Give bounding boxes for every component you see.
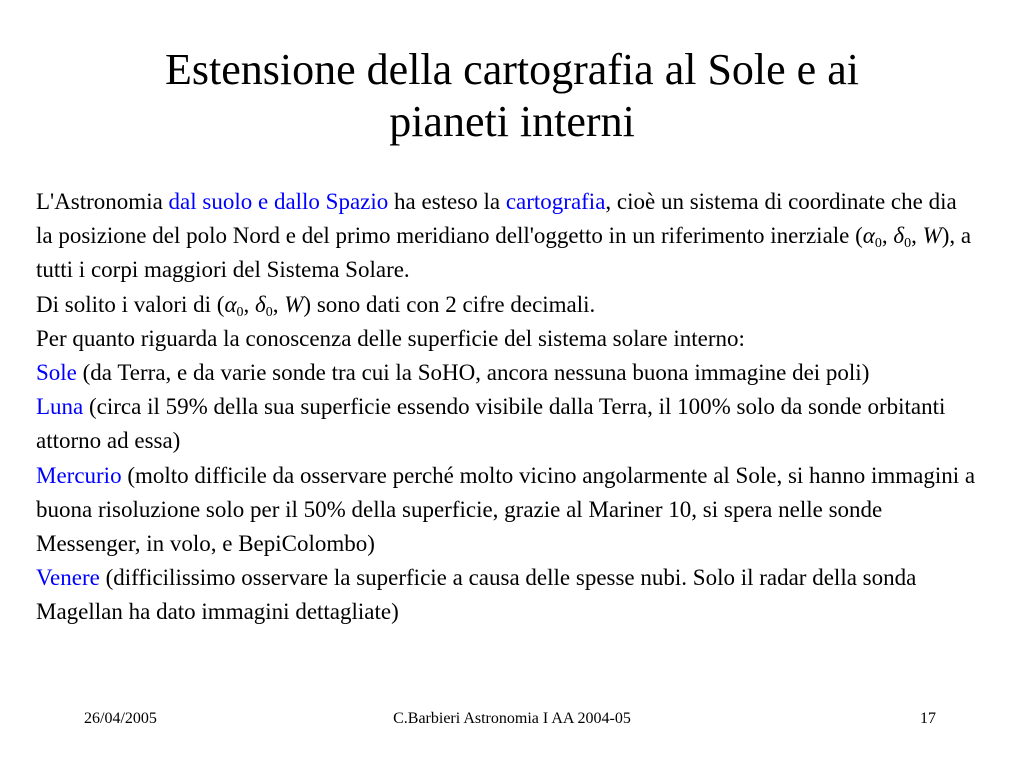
decimals-text-a: Di solito i valori di ( — [36, 291, 225, 317]
delta-symbol: δ — [893, 223, 905, 249]
slide-title-line-1: Estensione della cartografia al Sole e ai — [165, 45, 859, 94]
alpha-subscript: 0 — [874, 236, 882, 252]
intro-text-b: ha esteso la — [388, 189, 506, 214]
intro-text-d: ), a tutti i corpi maggiori del Sistema Solare. — [36, 223, 972, 283]
delta-symbol: δ — [255, 291, 266, 317]
slide-body — [36, 185, 976, 630]
footer-page-number: 17 — [920, 710, 936, 727]
item-luna — [36, 390, 976, 458]
separator: , — [243, 291, 256, 317]
separator: , — [272, 291, 285, 317]
text-luna: (circa il 59% della sua superficie essendo visibile dalla Terra, il 100% solo da sonde orbitanti attorno ad essa) — [36, 394, 946, 454]
alpha-subscript: 0 — [236, 304, 244, 320]
text-venere: (difficilissimo osservare la superficie a causa delle spesse nubi. Solo il radar della sonda Magellan ha dato immagini dettagliate) — [36, 565, 917, 625]
item-mercurio — [36, 459, 976, 562]
paragraph-surfaces: Per quanto riguarda la conoscenza delle superficie del sistema solare interno: — [36, 325, 745, 351]
paragraph-intro — [36, 185, 976, 288]
slide-title-line-2: pianeti interni — [389, 97, 635, 146]
item-sole — [36, 356, 976, 390]
text-sole: (da Terra, e da varie sonde tra cui la SoHO, ancora nessuna buona immagine dei poli) — [76, 360, 870, 386]
highlight-cartografia: cartografia — [505, 189, 606, 214]
slide-title — [60, 44, 964, 148]
decimals-text-b: ) sono dati con 2 cifre decimali. — [303, 291, 596, 317]
label-venere: Venere — [36, 565, 100, 591]
intro-text-a: L'Astronomia — [36, 189, 169, 214]
w-symbol: W — [922, 223, 942, 249]
item-venere — [36, 561, 976, 629]
intro-text-c: , cioè un sistema di coordinate che dia la posizione del polo Nord e del primo meridiano dell'oggetto in un riferimento inerziale ( — [36, 189, 957, 249]
label-sole: Sole — [36, 360, 77, 386]
separator: , — [881, 223, 894, 249]
delta-subscript: 0 — [265, 304, 273, 320]
w-symbol: W — [284, 291, 304, 317]
alpha-symbol: α — [224, 291, 237, 317]
label-mercurio: Mercurio — [36, 462, 122, 488]
separator: , — [911, 223, 923, 249]
paragraph-decimals — [36, 288, 976, 322]
label-luna: Luna — [36, 394, 84, 420]
delta-subscript: 0 — [904, 236, 912, 252]
text-mercurio: (molto difficile da osservare perché molto vicino angolarmente al Sole, si hanno immagini a buona risoluzione solo per il 50% della superficie, grazie al Mariner 10, si spera nelle sonde Messenger, in volo, e BepiColombo) — [36, 462, 976, 557]
footer-date: 26/04/2005 — [84, 710, 157, 727]
footer-course: C.Barbieri Astronomia I AA 2004-05 — [393, 710, 631, 727]
highlight-dal-suolo: dal suolo e dallo Spazio — [168, 189, 389, 214]
alpha-symbol: α — [862, 223, 875, 249]
